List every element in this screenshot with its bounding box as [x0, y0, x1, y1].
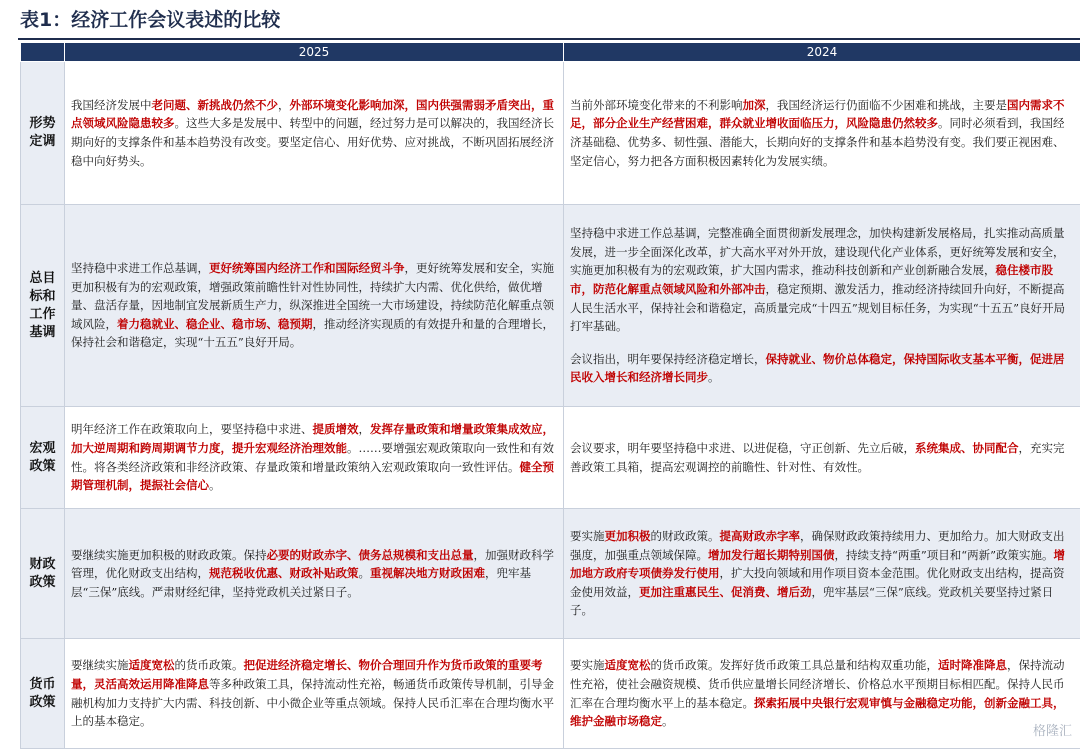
highlight-text: 着力稳就业、稳企业、稳市场、稳预期 [117, 317, 313, 331]
body-text: ，稳定预期、激发活力，推动经济持续回升向好，不断提高人民生活水平，保持社会和谐稳定，高质量完成“十四五”规划目标任务，为实现“十五五”良好开局打牢基础。 [570, 282, 1065, 333]
highlight-text: 适度宽松 [129, 658, 175, 672]
paragraph [570, 656, 1074, 730]
body-text: 明年经济工作在政策取向上，要坚持稳中求进、 [71, 422, 313, 436]
body-text: 坚持稳中求进工作总基调， [71, 261, 209, 275]
body-text: 的货币政策。 [175, 658, 244, 672]
cell-2025 [65, 62, 564, 205]
body-text: 。……要增强宏观政策取向一致性和有效性。将各类经济政策和非经济政策、存量政策和增量政策纳入宏观政策取向一致性评估。 [71, 441, 554, 474]
row-label: 形势定调 [21, 62, 65, 205]
title-underline [18, 38, 1080, 40]
highlight-text: 提高财政赤字率 [720, 529, 801, 543]
body-text: 等多种政策工具，保持流动性充裕，畅通货币政策传导机制，引导金融机构加力支持扩大内需、科技创新、中小微企业等重点领域。保持人民币汇率在合理均衡水平上的基本稳定。 [71, 677, 554, 728]
highlight-text: 保持就业、物价总体稳定，保持国际收支基本平衡，促进居民收入增长和经济增长同步 [570, 352, 1065, 385]
row-label: 货币政策 [21, 639, 65, 749]
row-label: 宏观政策 [21, 407, 65, 509]
cell-2025 [65, 205, 564, 407]
body-text: 。 [209, 478, 221, 492]
row-label: 总目标和工作基调 [21, 205, 65, 407]
paragraph [570, 527, 1074, 620]
highlight-text: 探索拓展中央银行宏观审慎与金融稳定功能，创新金融工具，维护金融市场稳定 [570, 696, 1065, 729]
table-title: 表1：经济工作会议表述的比较 [20, 4, 280, 36]
highlight-text: 老问题、新挑战仍然不少 [152, 98, 279, 112]
body-text: 我国经济发展中 [71, 98, 152, 112]
highlight-text: 更好统筹国内经济工作和国际经贸斗争 [209, 261, 405, 275]
highlight-text: 适时降准降息 [938, 658, 1007, 672]
row-fiscal-policy [21, 509, 1080, 639]
highlight-text: 增加发行超长期特别国债 [708, 548, 835, 562]
highlight-text: 规范税收优惠、财政补贴政策 [209, 566, 359, 580]
header-row [21, 43, 1080, 62]
highlight-text: 发挥存量政策和增量政策集成效应，加大逆周期和跨周期调节力度，提升宏观经济治理效能 [71, 422, 554, 455]
body-text: 的财政政策。 [651, 529, 720, 543]
body-text: ，确保财政政策持续用力、更加给力。加大财政支出强度，加强重点领域保障。 [570, 529, 1065, 562]
cell-2024 [564, 509, 1080, 639]
cell-2024 [564, 205, 1080, 407]
body-text: ， [278, 98, 290, 112]
paragraph-gap [570, 336, 1074, 350]
paragraph [570, 96, 1074, 170]
comparison-table [20, 42, 1080, 749]
body-text: 当前外部环境变化带来的不利影响 [570, 98, 743, 112]
body-text: ，我国经济运行仍面临不少困难和挑战，主要是 [766, 98, 1008, 112]
highlight-text: 加深 [743, 98, 766, 112]
cell-2024 [564, 62, 1080, 205]
body-text: 会议指出，明年要保持经济稳定增长， [570, 352, 766, 366]
body-text: ，充实完善政策工具箱，提高宏观调控的前瞻性、针对性、有效性。 [570, 441, 1065, 474]
paragraph [570, 439, 1074, 476]
highlight-text: 更加积极 [605, 529, 651, 543]
highlight-text: 国内需求不足，部分企业生产经营困难，群众就业增收面临压力，风险隐患仍然较多 [570, 98, 1065, 131]
body-text: ，保持流动性充裕，使社会融资规模、货币供应量增长同经济增长、价格总水平预期目标相匹配。保持人民币汇率在合理均衡水平上的基本稳定。 [570, 658, 1065, 709]
row-monetary-policy [21, 639, 1080, 749]
body-text: 要继续实施 [71, 658, 129, 672]
row-label: 财政政策 [21, 509, 65, 639]
paragraph [570, 350, 1074, 387]
body-text: ，推动经济实现质的有效提升和量的合理增长，保持社会和谐稳定，实现“十五五”良好开局。 [71, 317, 554, 350]
header-2024: 2024 [564, 43, 1080, 62]
body-text: 要实施 [570, 658, 605, 672]
body-text: 。 [662, 714, 674, 728]
cell-2024 [564, 639, 1080, 749]
body-text: ，持续支持“两重”项目和“两新”政策实施。 [835, 548, 1054, 562]
cell-2025 [65, 407, 564, 509]
row-macro-policy [21, 407, 1080, 509]
body-text: ， [359, 422, 371, 436]
body-text: 。 [708, 370, 720, 384]
highlight-text: 增加地方政府专项债券发行使用 [570, 548, 1065, 581]
highlight-text: 适度宽松 [605, 658, 651, 672]
body-text: ，扩大投向领域和用作项目资本金范围。优化财政支出结构，提高资金使用效益， [570, 566, 1065, 599]
highlight-text: 更加注重惠民生、促消费、增后劲 [639, 585, 812, 599]
body-text: 。 [359, 566, 371, 580]
body-text: 会议要求，明年要坚持稳中求进、以进促稳，守正创新、先立后破， [570, 441, 915, 455]
body-text: 坚持稳中求进工作总基调，完整准确全面贯彻新发展理念，加快构建新发展格局，扎实推动高质量发展，进一步全面深化改革，扩大高水平对外开放，建设现代化产业体系，更好统筹发展和安全，实施更加积极有为的宏观政策，扩大国内需求，推动科技创新和产业创新融合发展， [570, 226, 1065, 277]
row-overall-goal [21, 205, 1080, 407]
cell-2025 [65, 509, 564, 639]
cell-2025 [65, 639, 564, 749]
watermark-logo: 格隆汇 [1033, 720, 1072, 739]
row-situation [21, 62, 1080, 205]
body-text: ，兜牢基层“三保”底线。党政机关要坚持过紧日子。 [570, 585, 1053, 618]
header-2025: 2025 [65, 43, 564, 62]
highlight-text: 稳住楼市股市，防范化解重点领域风险和外部冲击 [570, 263, 1053, 296]
body-text: 要继续实施更加积极的财政政策。保持 [71, 548, 267, 562]
body-text: 要实施 [570, 529, 605, 543]
body-text: ，兜牢基层“三保”底线。严肃财经纪律，坚持党政机关过紧日子。 [71, 566, 531, 599]
highlight-text: 提质增效 [313, 422, 359, 436]
highlight-text: 必要的财政赤字、债务总规模和支出总量 [267, 548, 474, 562]
body-text: 。这些大多是发展中、转型中的问题，经过努力是可以解决的，我国经济长期向好的支撑条件和基本趋势没有改变。要坚定信心、用好优势、应对挑战，不断巩固拓展经济稳中向好势头。 [71, 116, 554, 167]
body-text: 。同时必须看到，我国经济基础稳、优势多、韧性强、潜能大，长期向好的支撑条件和基本趋势没有变。我们要正视困难、坚定信心，努力把各方面积极因素转化为发展实绩。 [570, 116, 1065, 167]
highlight-text: 系统集成、协同配合 [915, 441, 1019, 455]
paragraph [570, 224, 1074, 336]
body-text: ，更好统筹发展和安全，实施更加积极有为的宏观政策，增强政策前瞻性针对性协同性，持续扩大内需、优化供给，做优增量、盘活存量，因地制宜发展新质生产力，纵深推进全国统一大市场建设，持续防范化解重点领域风险， [71, 261, 554, 331]
body-text: ，加强财政科学管理，优化财政支出结构， [71, 548, 554, 581]
cell-2024 [564, 407, 1080, 509]
body-text: 的货币政策。发挥好货币政策工具总量和结构双重功能， [651, 658, 939, 672]
header-corner [21, 43, 65, 62]
highlight-text: 重视解决地方财政困难 [370, 566, 485, 580]
highlight-text: 外部环境变化影响加深，国内供强需弱矛盾突出，重点领域风险隐患较多 [71, 98, 554, 131]
highlight-text: 健全预期管理机制，提振社会信心 [71, 460, 554, 493]
highlight-text: 把促进经济稳定增长、物价合理回升作为货币政策的重要考量，灵活高效运用降准降息 [71, 658, 543, 691]
